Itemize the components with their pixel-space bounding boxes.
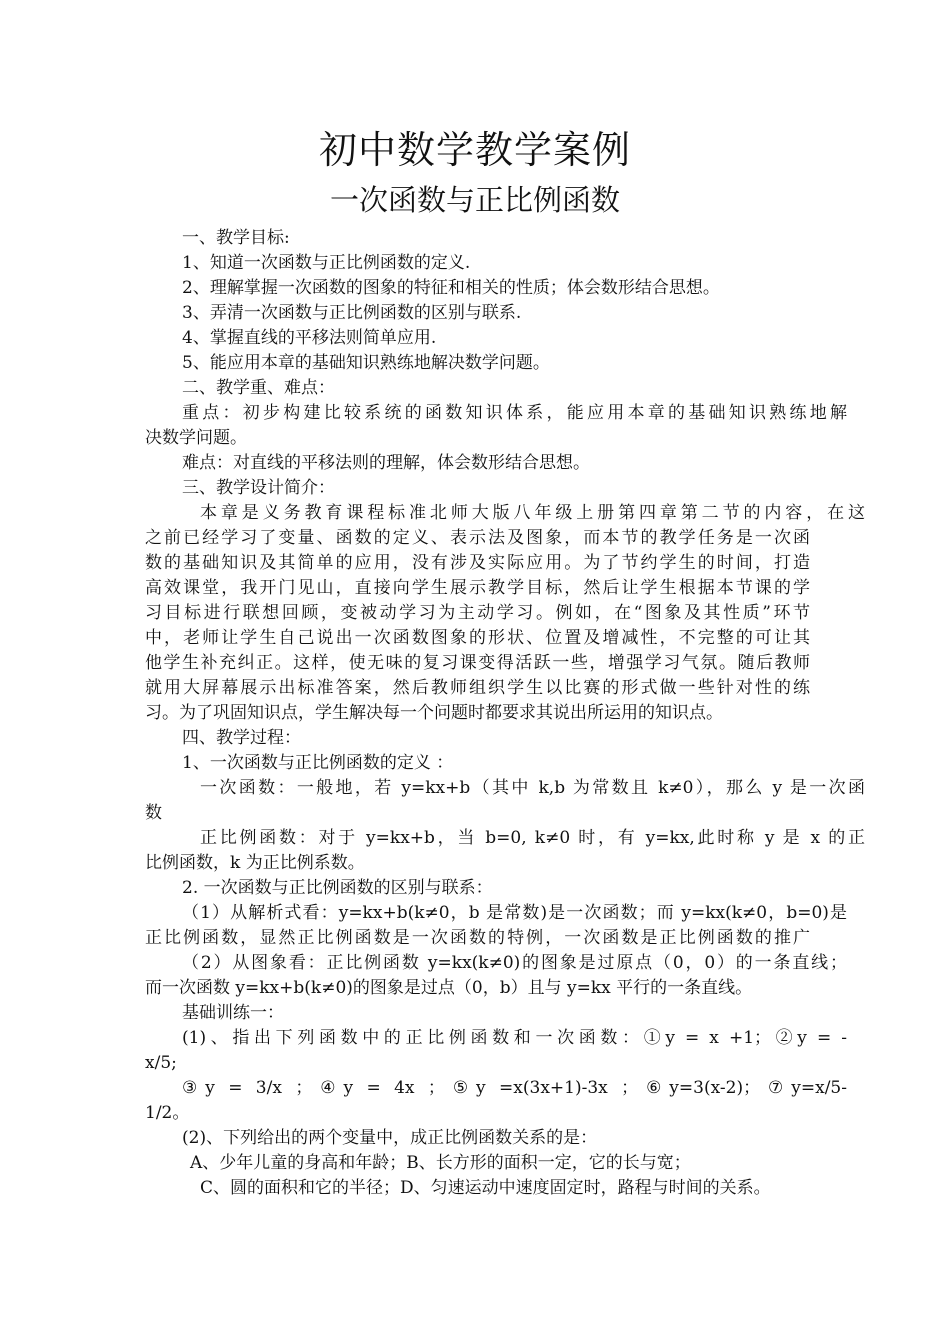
paragraph-line: （2）从图象看：正比例函数 y=kx(k≠0)的图象是过原点（0，0）的一条直线； (182, 953, 847, 973)
section-heading: 三、教学设计简介： (182, 478, 335, 498)
paragraph-line: 他学生补充纠正。这样，使无味的复习课变得活跃一些，增强学习气氛。随后教师 (145, 653, 810, 673)
section-heading: 二、教学重、难点： (182, 378, 335, 398)
paragraph-line: 习。为了巩固知识点，学生解决每一个问题时都要求其说出所运用的知识点。 (145, 703, 723, 723)
paragraph-line: 正比例函数，显然正比例函数是一次函数的特例，一次函数是正比例函数的推广 (145, 928, 810, 948)
paragraph-line: 正比例函数：对于 y=kx+b，当 b=0, k≠0 时，有 y=kx,此时称 y 是 x 的正 (200, 828, 865, 848)
exercise-heading: 基础训练一： (182, 1003, 284, 1023)
paragraph-line: 之前已经学习了变量、函数的定义、表示法及图象，而本节的教学任务是一次函 (145, 528, 810, 548)
paragraph-line: 中，老师让学生自己说出一次函数图象的形状、位置及增减性，不完整的可让其 (145, 628, 810, 648)
objective-item: 3、弄清一次函数与正比例函数的区别与联系. (182, 303, 522, 323)
subsection-heading: 1、一次函数与正比例函数的定义 ： (182, 753, 454, 773)
paragraph-line: 数的基础知识及其简单的应用，没有涉及实际应用。为了节约学生的时间，打造 (145, 553, 810, 573)
paragraph-line: 就用大屏幕展示出标准答案，然后教师组织学生以比赛的形式做一些针对性的练 (145, 678, 810, 698)
exercise-line: x/5; (145, 1053, 177, 1073)
objective-item: 4、掌握直线的平移法则简单应用. (182, 328, 437, 348)
objective-item: 1、知道一次函数与正比例函数的定义. (182, 253, 471, 273)
document-subtitle: 一次函数与正比例函数 (329, 183, 620, 217)
subsection-heading: 2. 一次函数与正比例函数的区别与联系： (182, 878, 493, 898)
paragraph-line: 习目标进行联想回顾，变被动学习为主动学习。例如，在“图象及其性质”环节 (145, 603, 810, 623)
exercise-line: (2)、下列给出的两个变量中，成正比例函数关系的是： (182, 1128, 598, 1148)
exercise-line: ③y = 3/x ；④y = 4x ；⑤y =x(3x+1)-3x ；⑥y=3(x-2)；⑦y=x/5- (182, 1078, 847, 1098)
paragraph-line: 难点：对直线的平移法则的理解，体会数形结合思想。 (182, 453, 590, 473)
exercise-option: A、少年儿童的身高和年龄；B、长方形的面积一定，它的长与宽； (190, 1153, 691, 1173)
section-heading: 一、教学目标: (182, 228, 290, 248)
document-title: 初中数学教学案例 (318, 128, 631, 172)
paragraph-line: 比例函数，k 为正比例系数。 (145, 853, 365, 873)
exercise-option: C、圆的面积和它的半径；D、匀速运动中速度固定时，路程与时间的关系。 (200, 1178, 771, 1198)
exercise-line: 1/2。 (145, 1103, 190, 1123)
paragraph-line: 决数学问题。 (145, 428, 247, 448)
paragraph-line: （1）从解析式看：y=kx+b(k≠0，b 是常数)是一次函数；而 y=kx(k≠0，b=0)是 (182, 903, 847, 923)
section-heading: 四、教学过程： (182, 728, 301, 748)
paragraph-line: 一次函数：一般地，若 y=kx+b（其中 k,b 为常数且 k≠0），那么 y 是一次函 (200, 778, 865, 798)
exercise-line: (1)、指出下列函数中的正比例函数和一次函数：①y = x +1；②y = - (182, 1028, 847, 1048)
paragraph-line: 而一次函数 y=kx+b(k≠0)的图象是过点（0，b）且与 y=kx 平行的一条直线。 (145, 978, 753, 998)
paragraph-line: 本章是义务教育课程标准北师大版八年级上册第四章第二节的内容，在这 (200, 503, 865, 523)
paragraph-line: 高效课堂，我开门见山，直接向学生展示教学目标，然后让学生根据本节课的学 (145, 578, 810, 598)
objective-item: 2、理解掌握一次函数的图象的特征和相关的性质；体会数形结合思想。 (182, 278, 720, 298)
paragraph-line: 数 (145, 803, 162, 823)
objective-item: 5、能应用本章的基础知识熟练地解决数学问题。 (182, 353, 550, 373)
paragraph-line: 重点：初步构建比较系统的函数知识体系，能应用本章的基础知识熟练地解 (182, 403, 847, 423)
